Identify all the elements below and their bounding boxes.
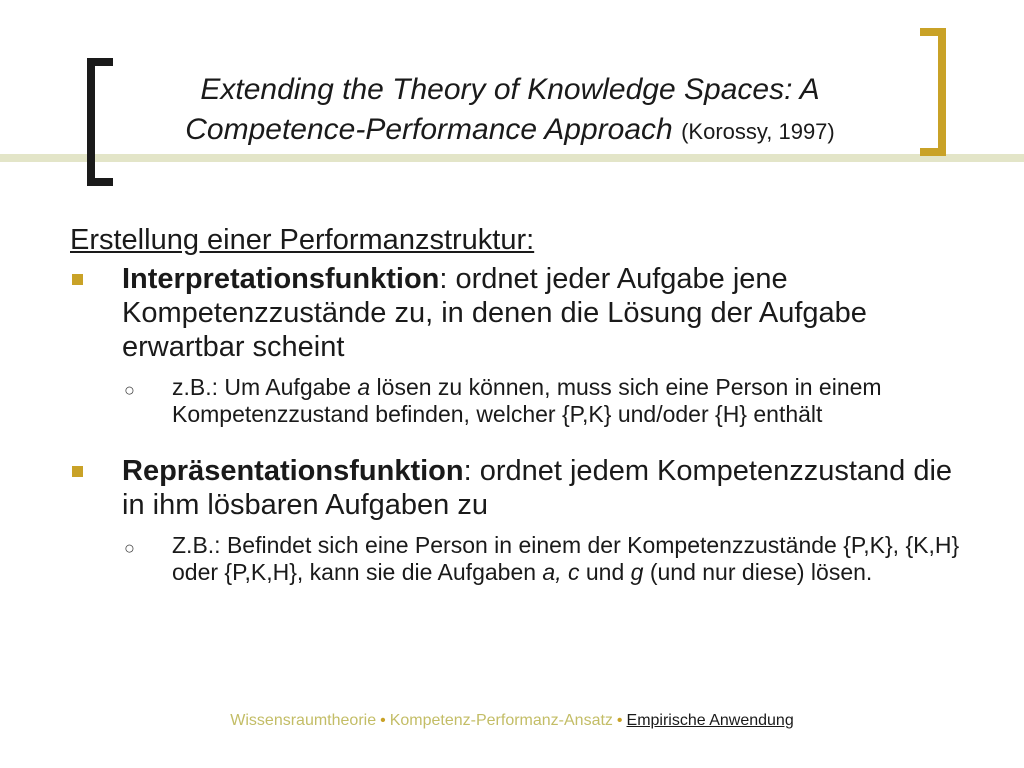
right-bracket-decoration (920, 28, 946, 156)
slide-content (70, 222, 970, 586)
footer-link-empirische-anwendung[interactable]: Empirische Anwendung (626, 712, 794, 729)
bullet-1-term: Interpretationsfunktion (122, 263, 440, 295)
title-line-1: Extending the Theory of Knowledge Spaces: A (200, 73, 820, 106)
slide-title (110, 70, 910, 152)
bullet-1-text: : ordnet jeder Aufgabe jene Kompetenzzustände zu, in denen die Lösung der Aufgabe erwartbar scheint (122, 263, 867, 363)
bullet-item-2 (70, 454, 970, 522)
circle-bullet-icon: ○ (124, 538, 135, 558)
bullet-2-text: : ordnet jedem Kompetenzzustand die in ihm lösbaren Aufgaben zu (122, 455, 953, 521)
circle-bullet-icon: ○ (124, 380, 135, 400)
square-bullet-icon (72, 466, 83, 477)
footer-item-kompetenz-performanz[interactable]: Kompetenz-Performanz-Ansatz (389, 712, 613, 729)
title-line-2: Competence-Performance Approach (185, 113, 673, 146)
sub-2-italic-2: g (630, 559, 644, 585)
sub-1-pre: z.B.: Um Aufgabe (172, 374, 358, 400)
bullet-item-1 (70, 262, 970, 364)
footer-nav (0, 712, 1024, 730)
footer-separator: • (380, 712, 386, 729)
sub-2-post: (und nur diese) lösen. (643, 559, 873, 585)
sub-2-pre: Z.B.: Befindet sich eine Person in einem der Kompetenzzustände {P,K}, {K,H} oder {P,K,H}, kann sie die Aufgaben (172, 532, 960, 585)
sub-2-mid: und (579, 559, 631, 585)
sub-bullet-item-2 (70, 532, 970, 586)
title-divider (0, 154, 1024, 162)
sub-1-post: lösen zu können, muss sich eine Person in einem Kompetenzzustand befinden, welcher {P,K} und/oder {H} enthält (172, 374, 882, 427)
bullet-2-term: Repräsentationsfunktion (122, 455, 464, 487)
sub-2-italic-1: a, c (542, 559, 580, 585)
footer-item-wissensraumtheorie[interactable]: Wissensraumtheorie (230, 712, 377, 729)
sub-bullet-item-1 (70, 374, 970, 428)
title-citation: (Korossy, 1997) (681, 119, 835, 144)
square-bullet-icon (72, 274, 83, 285)
sub-1-italic: a (357, 374, 371, 400)
footer-separator: • (616, 712, 623, 729)
section-heading: Erstellung einer Performanzstruktur: (70, 224, 535, 256)
